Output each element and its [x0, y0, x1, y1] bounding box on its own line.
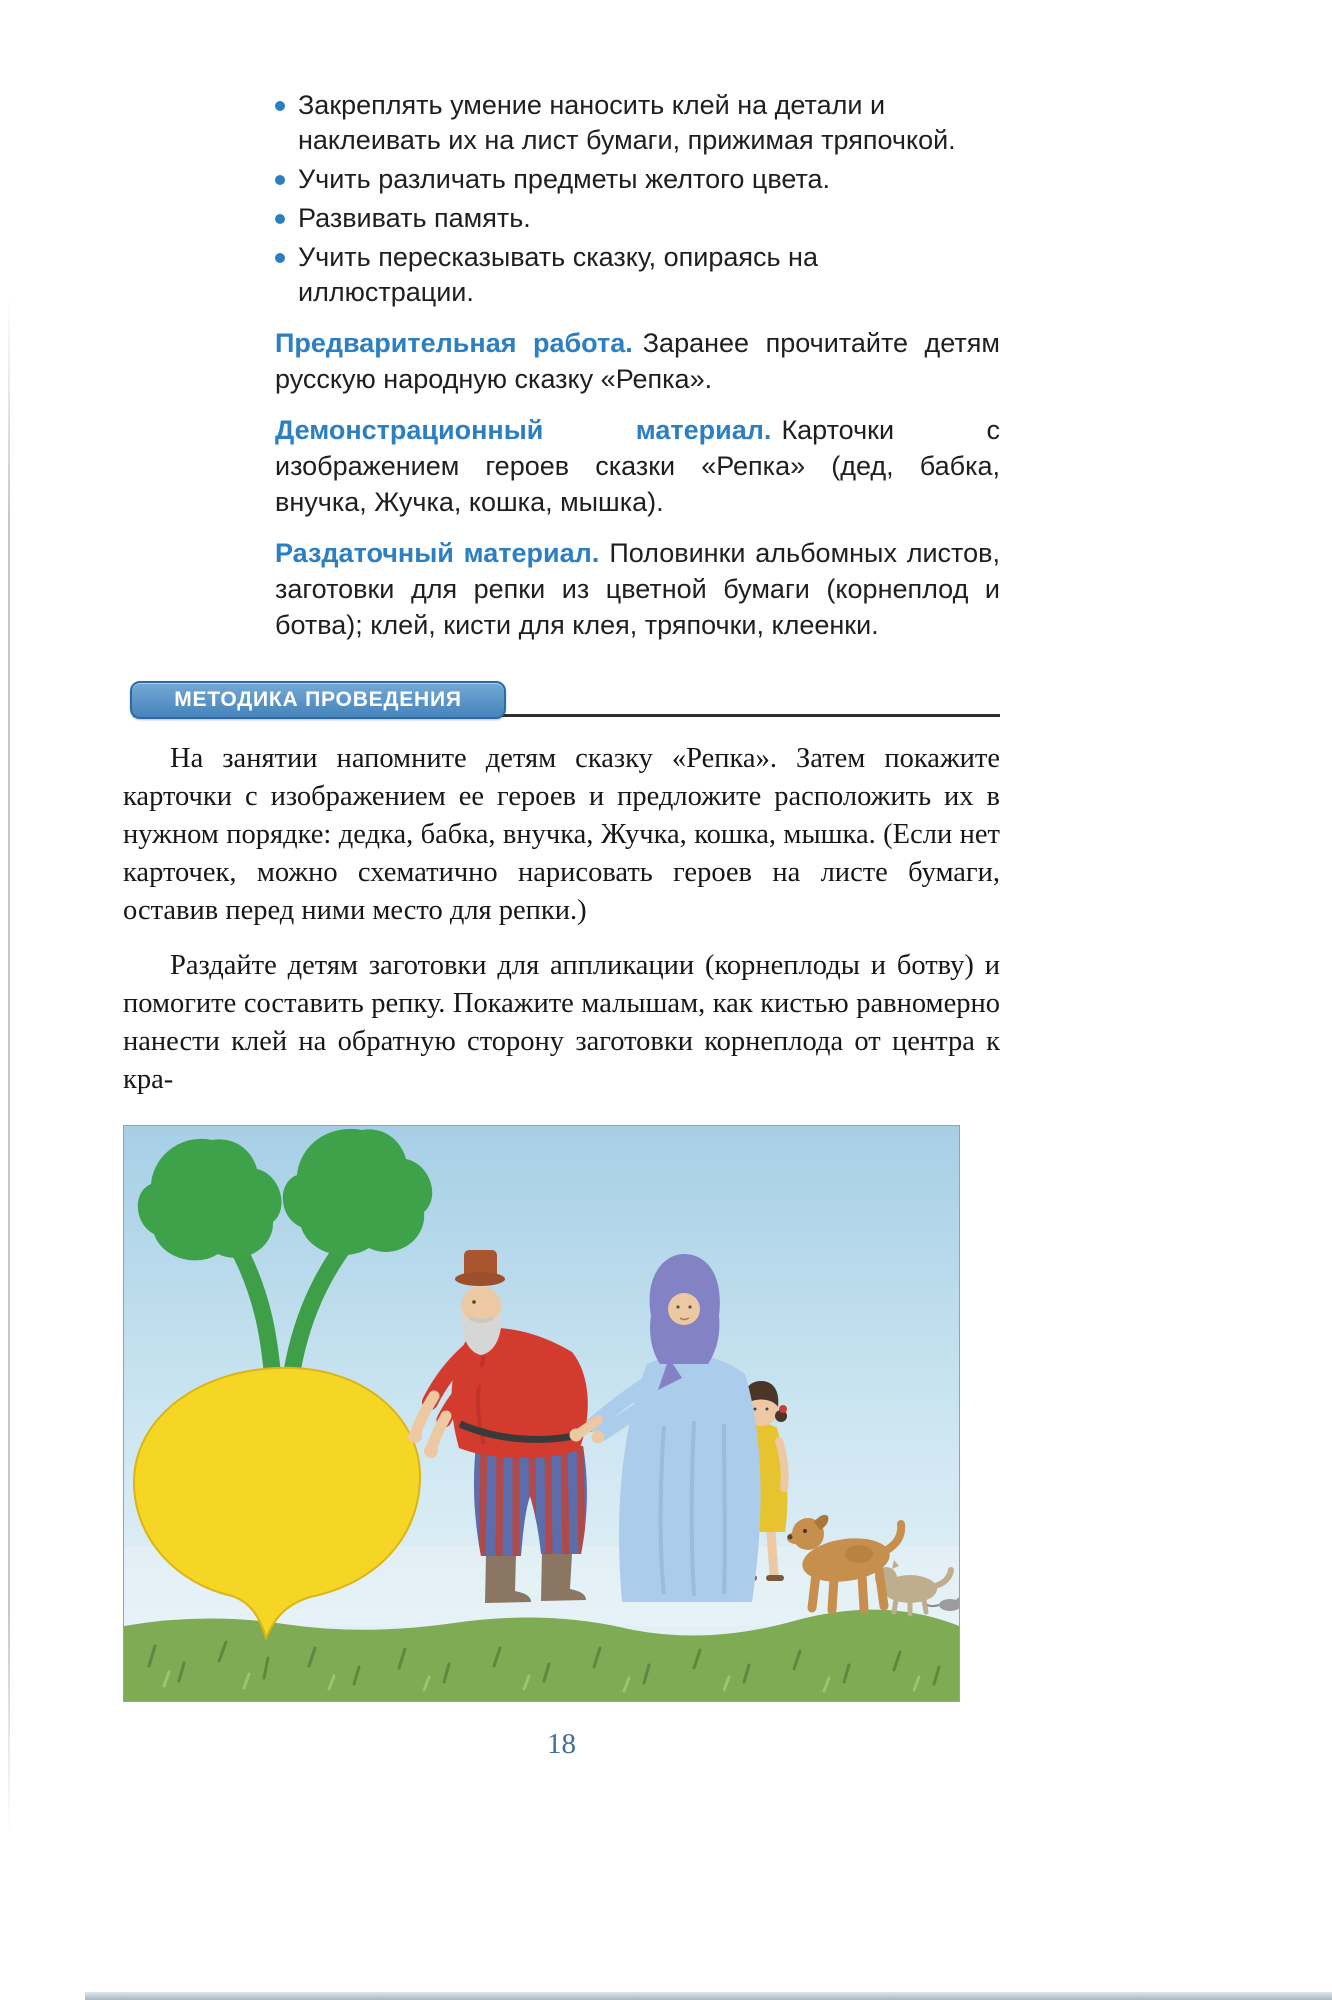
list-item: [275, 201, 1000, 236]
repka-illustration: [123, 1125, 960, 1702]
paragraph-method-2: Раздайте детям заготовки для аппликации (корнеплоды и ботву) и помогите составить репку. Покажите малышам, как кистью равномерно нанести клей на обратную сторону заготовки корнеплода от центра к кра-: [123, 950, 1000, 1095]
bullet-text: Учить пересказывать сказку, опираясь на иллюстрации.: [298, 242, 818, 307]
bullet-icon: [275, 101, 285, 111]
section-header: [123, 677, 1000, 719]
paragraph-label: Предварительная работа.: [275, 328, 633, 358]
bullet-text: Учить различать предметы желтого цвета.: [298, 164, 831, 194]
bullet-text: Закреплять умение наносить клей на детали и наклеивать их на лист бумаги, прижимая тряпочкой.: [298, 90, 956, 155]
bullet-icon: [275, 214, 285, 224]
list-item: [275, 162, 1000, 197]
section-title-banner: [130, 681, 506, 719]
repka-painting: [124, 1126, 959, 1701]
grass: [124, 1610, 959, 1701]
paragraph-text: Карточки с изображением героев сказки «Репка» (дед, бабка, внучка, Жучка, кошка, мышка).: [275, 415, 1000, 517]
list-item: [275, 88, 1000, 158]
paragraph-method-1: На занятии напомните детям сказку «Репка». Затем покажите карточки с изображением ее героев и предложите расположить их в нужном порядке: дедка, бабка, внучка, Жучка, кошка, мышка. (Если нет карточек, можно схематично нарисовать героев на листе бумаги, оставив перед ними место для репки.): [123, 743, 1000, 926]
scan-edge-left: [8, 295, 10, 1835]
bullet-text: Развивать память.: [298, 203, 531, 233]
lesson-objectives-block: [275, 0, 1000, 643]
paragraph-text: Половинки альбомных листов, заготовки для репки из цветной бумаги (корнеплод и ботва); клей, кисти для клея, тряпочки, клеенки.: [275, 538, 1000, 640]
paragraph-label: Демонстрационный материал.: [275, 415, 772, 445]
scan-edge-bottom: [85, 1992, 1332, 2000]
paragraph-handout-material: [275, 535, 1000, 643]
bullet-icon: [275, 175, 285, 185]
paragraph-label: Раздаточный материал.: [275, 538, 600, 568]
list-item: [275, 240, 1000, 310]
bullet-icon: [275, 253, 285, 263]
page-number: 18: [547, 1728, 576, 1760]
paragraph-preliminary-work: [275, 325, 1000, 397]
page-content: [123, 0, 1000, 1761]
paragraph-text: Заранее прочитайте детям русскую народную сказку «Репка».: [275, 328, 1000, 394]
paragraph-demo-material: [275, 412, 1000, 520]
objectives-list: [275, 88, 1000, 310]
section-title: МЕТОДИКА ПРОВЕДЕНИЯ: [174, 688, 462, 711]
